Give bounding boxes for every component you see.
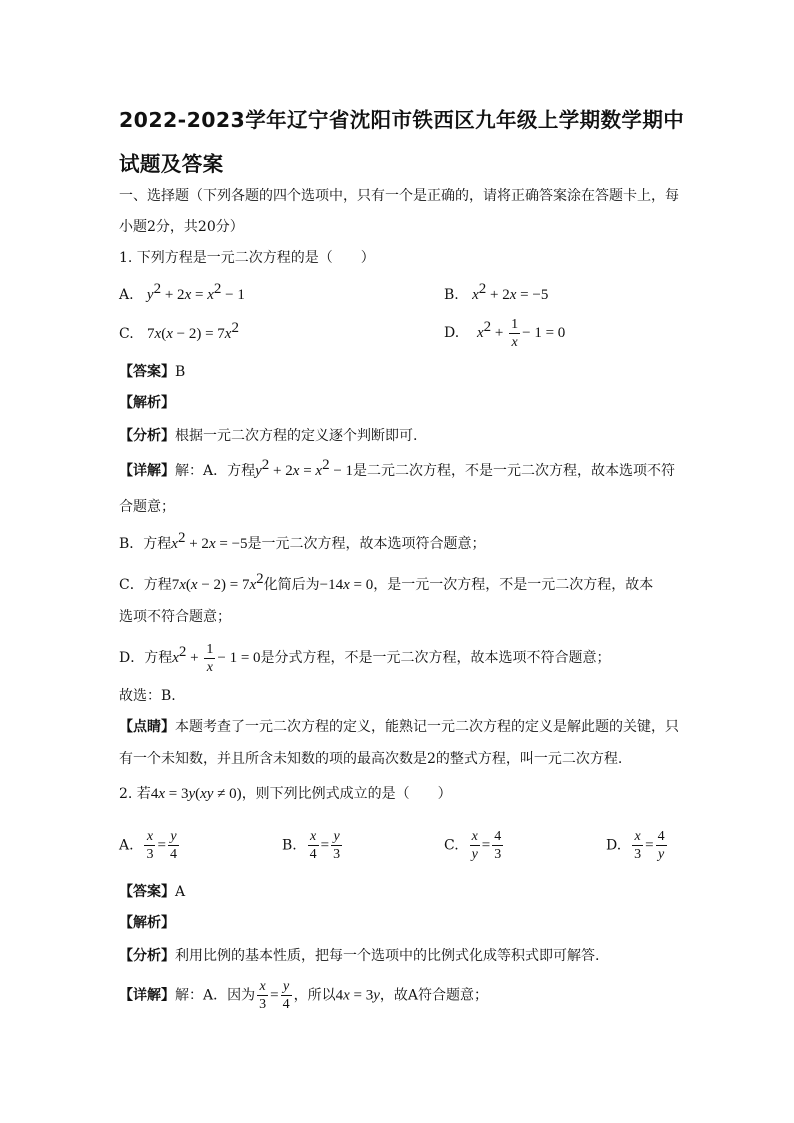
- q2-option-d-label: D.: [606, 837, 622, 854]
- q1-fenxi-tag: 【分析】: [119, 428, 175, 444]
- q1-detail-a-post: 是二元二次方程，不是一元二次方程，故本选项不符: [353, 463, 676, 479]
- q1-option-d: [444, 316, 565, 351]
- q1-option-b: [444, 281, 549, 305]
- q2-stem-post: ，则下列比例式成立的是（ ）: [241, 786, 452, 802]
- q1-detail-c-mid: 化简后为: [263, 577, 320, 593]
- q1-option-c-label: C.: [119, 326, 134, 342]
- q2-detail-a-pre: 解：A．因为: [175, 987, 256, 1004]
- q1-dianjing-tag: 【点睛】: [119, 719, 175, 735]
- q2-analysis-tag: 【解析】: [119, 915, 175, 931]
- q1-analysis-tag: 【解析】: [119, 395, 175, 411]
- q1-detail-b-pre: B．方程: [119, 536, 172, 552]
- q1-answer: B: [175, 364, 186, 380]
- q2-option-a: A. $\frac{x}{3}$ = $\frac{y}{4}$: [119, 829, 177, 862]
- q2-detail-a-frac-right: $\frac{y}{4}$: [282, 979, 290, 1012]
- q1-detail-c: [119, 571, 654, 595]
- section-heading-line-2: 小题2分，共20分）: [119, 219, 244, 235]
- q1-answer-line: [119, 362, 185, 382]
- q2-option-a-frac-right: $\frac{y}{4}$: [169, 829, 177, 862]
- q2-answer: A: [175, 884, 186, 900]
- q2-detail-a-equation: 4x = 3y: [335, 987, 380, 1004]
- q2-option-b-label: B.: [282, 837, 297, 854]
- q2-option-d-frac-right: $\frac{4}{y}$: [657, 829, 665, 862]
- q1-fenxi-text: 根据一元二次方程的定义逐个判断即可.: [175, 428, 418, 444]
- q1-dianjing-text-1: 本题考查了一元二次方程的定义，能熟记一元二次方程的定义是解此题的关键，只: [175, 719, 679, 735]
- q2-option-c-frac-right: $\frac{4}{3}$: [494, 829, 502, 862]
- q2-detail-tag: 【详解】: [119, 987, 175, 1004]
- q1-option-a-label: A.: [119, 287, 134, 303]
- q2-fenxi-tag: 【分析】: [119, 948, 175, 964]
- q2-detail-a-frac-left: $\frac{x}{3}$: [259, 979, 267, 1012]
- q2-option-b: B. $\frac{x}{4}$ = $\frac{y}{3}$: [282, 829, 341, 862]
- q1-detail-c-equation: $7x(x - 2) = 7x^2$: [171, 571, 264, 593]
- q2-fenxi-text: 利用比例的基本性质，把每一个选项中的比例式化成等积式即可解答.: [175, 948, 600, 964]
- question-2-stem: [119, 784, 452, 804]
- q1-detail-c-line-2: 选项不符合题意；: [119, 609, 231, 625]
- q1-fenxi-line: [119, 426, 417, 446]
- document-title-line-2: 试题及答案: [119, 152, 224, 176]
- q1-detail-c-pre: C．方程: [119, 577, 172, 593]
- q2-option-c-frac-left: $\frac{x}{y}$: [471, 829, 478, 862]
- q1-detail-d-pre: D．方程: [119, 649, 173, 666]
- q2-detail-a: 【详解】解：A．因为 $\frac{x}{3}$ = $\frac{y}{4}$ ，所以4x = 3y，故A符合题意；: [119, 979, 489, 1012]
- q1-detail-a: [119, 457, 676, 481]
- q2-option-b-frac-right: $\frac{y}{3}$: [333, 829, 341, 862]
- q1-detail-b-equation: $x^2 + 2x = -5$: [171, 530, 248, 552]
- q1-option-a: [119, 281, 245, 305]
- q1-detail-c-post: ，是一元一次方程，不是一元二次方程，故本: [373, 577, 654, 593]
- q1-detail-d-equation: $x^2$ + $\frac{1}{x}$ − 1 = 0: [172, 642, 261, 675]
- q2-stem-pre: 2. 若: [119, 786, 151, 802]
- q1-option-d-label: D.: [444, 324, 460, 341]
- q1-dianjing-line-1: [119, 717, 679, 737]
- q2-stem-equation: 4x = 3y(xy ≠ 0): [150, 786, 242, 802]
- q2-option-c: C. $\frac{x}{y}$ = $\frac{4}{3}$: [444, 829, 502, 862]
- q1-detail-b: [119, 530, 486, 554]
- q2-fenxi-line: [119, 946, 599, 966]
- q1-answer-tag: 【答案】: [119, 364, 175, 380]
- q1-detail-d: [119, 641, 611, 676]
- q2-answer-tag: 【答案】: [119, 884, 175, 900]
- q1-detail-a-line-2: 合题意；: [119, 499, 175, 515]
- q1-option-b-label: B.: [444, 287, 459, 303]
- q2-option-b-frac-left: $\frac{x}{4}$: [309, 829, 317, 862]
- q2-option-a-frac-left: $\frac{x}{3}$: [146, 829, 154, 862]
- q1-choose: 故选：B.: [119, 688, 176, 704]
- q1-option-b-equation: $x^2 + 2x = -5$: [472, 281, 549, 303]
- q2-option-d-frac-left: $\frac{x}{3}$: [634, 829, 642, 862]
- q2-detail-a-mid: ，所以: [293, 987, 336, 1004]
- q2-option-d: D. $\frac{x}{3}$ = $\frac{4}{y}$: [606, 829, 665, 862]
- q1-detail-a-equation: $y^2 + 2x = x^2 - 1$: [255, 457, 354, 479]
- question-1-stem: 1. 下列方程是一元二次方程的是（ ）: [119, 250, 375, 266]
- q1-detail-tag: 【详解】: [119, 463, 175, 479]
- q1-detail-d-post: 是分式方程，不是一元二次方程，故本选项不符合题意；: [260, 649, 611, 666]
- section-heading-line-1: 一、选择题（下列各题的四个选项中，只有一个是正确的，请将正确答案涂在答题卡上，每: [119, 188, 679, 204]
- q1-option-a-equation: $y^2 + 2x = x^2 - 1$: [146, 281, 245, 303]
- q1-detail-b-post: 是一元二次方程，故本选项符合题意；: [247, 536, 486, 552]
- q1-detail-a-pre: 解：A．方程: [175, 463, 256, 479]
- q2-detail-a-post: ，故A符合题意；: [379, 987, 489, 1004]
- q1-dianjing-line-2: 有一个未知数，并且所含未知数的项的最高次数是2的整式方程，叫一元二次方程.: [119, 751, 623, 767]
- q1-detail-c-simplified: −14x = 0: [319, 577, 374, 593]
- q2-option-a-label: A.: [119, 837, 134, 854]
- q1-option-c-equation: $7x(x - 2) = 7x^2$: [147, 320, 239, 342]
- q2-answer-line: [119, 882, 185, 902]
- document-title-line-1: 2022-2023学年辽宁省沈阳市铁西区九年级上学期数学期中: [119, 108, 685, 132]
- q2-option-c-label: C.: [444, 837, 459, 854]
- q1-option-d-equation: $x^2$ + $\frac{1}{x}$ − 1 = 0: [477, 317, 566, 350]
- q1-option-c: [119, 320, 239, 344]
